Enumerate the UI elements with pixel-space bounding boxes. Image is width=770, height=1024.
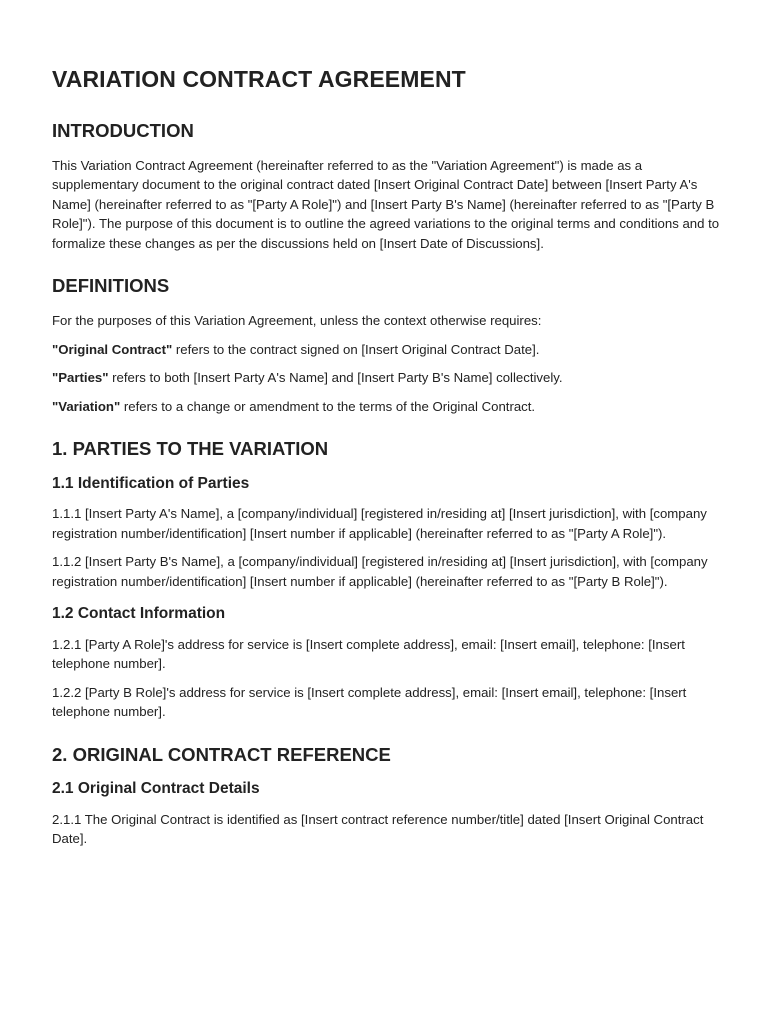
clause-1-2-2: 1.2.2 [Party B Role]'s address for service is [Insert complete address], email: [Insert email], telephone: [Insert telephone number]. — [52, 684, 687, 720]
definition-item — [52, 368, 720, 388]
definitions-section — [52, 275, 720, 416]
clause-1-2-1: 1.2.1 [Party A Role]'s address for service is [Insert complete address], email: [Insert email], telephone: [Insert telephone number]. — [52, 636, 685, 672]
document-title: VARIATION CONTRACT AGREEMENT — [52, 66, 466, 92]
subsection-2-1-heading: 2.1 Original Contract Details — [52, 780, 260, 798]
definition-text: refers to the contract signed on [Insert Original Contract Date]. — [172, 341, 540, 357]
definitions-heading: DEFINITIONS — [52, 275, 170, 297]
section-2 — [52, 744, 720, 849]
subsection-1-1 — [52, 475, 720, 592]
definition-item — [52, 397, 720, 417]
definition-item — [52, 340, 720, 360]
subsection-2-1 — [52, 780, 720, 849]
clause-1-1-1: 1.1.1 [Insert Party A's Name], a [company/individual] [registered in/residing at] [Insert jurisdiction], with [company registration number/identification] [Insert number if applicable] (hereinafter referred to as "[Party A Role]"). — [52, 506, 707, 541]
clause-1-1-2: 1.1.2 [Insert Party B's Name], a [company/individual] [registered in/residing at] [Insert jurisdiction], with [company registration number/identification] [Insert number if applicable] (hereinafter referred to as "[Party B Role]"). — [52, 554, 708, 589]
section-2-heading: 2. ORIGINAL CONTRACT REFERENCE — [52, 743, 391, 765]
section-1-heading: 1. PARTIES TO THE VARIATION — [52, 438, 329, 460]
introduction-section — [52, 120, 720, 254]
definition-term: "Original Contract" — [52, 341, 173, 357]
definitions-lead: For the purposes of this Variation Agreement, unless the context otherwise requires: — [52, 313, 542, 329]
clause-2-1-1: 2.1.1 The Original Contract is identified as [Insert contract reference number/title] dated [Insert Original Contract Date]. — [52, 811, 704, 847]
subsection-1-2-heading: 1.2 Contact Information — [52, 605, 226, 623]
definition-text: refers to a change or amendment to the terms of the Original Contract. — [120, 398, 536, 414]
definition-text: refers to both [Insert Party A's Name] and [Insert Party B's Name] collectively. — [108, 370, 563, 386]
definition-term: "Variation" — [52, 398, 121, 414]
introduction-heading: INTRODUCTION — [52, 119, 194, 141]
section-1 — [52, 438, 720, 721]
definition-term: "Parties" — [52, 370, 109, 386]
subsection-1-1-heading: 1.1 Identification of Parties — [52, 474, 250, 492]
document-page — [52, 66, 720, 871]
subsection-1-2 — [52, 605, 720, 722]
introduction-paragraph: This Variation Contract Agreement (hereinafter referred to as the "Variation Agreement") is made as a supplementary document to the original contract dated [Insert Original Contract Date] between [Insert Party A's Name] (hereinafter referred to as "[Party A Role]") and [Insert Party B's Name] (hereinafter referred to as "[Party B Role]"). The purpose of this document is to outline the agreed variations to the original terms and conditions and to formalize these changes as per the discussions held on [Insert Date of Discussions]. — [52, 157, 720, 251]
